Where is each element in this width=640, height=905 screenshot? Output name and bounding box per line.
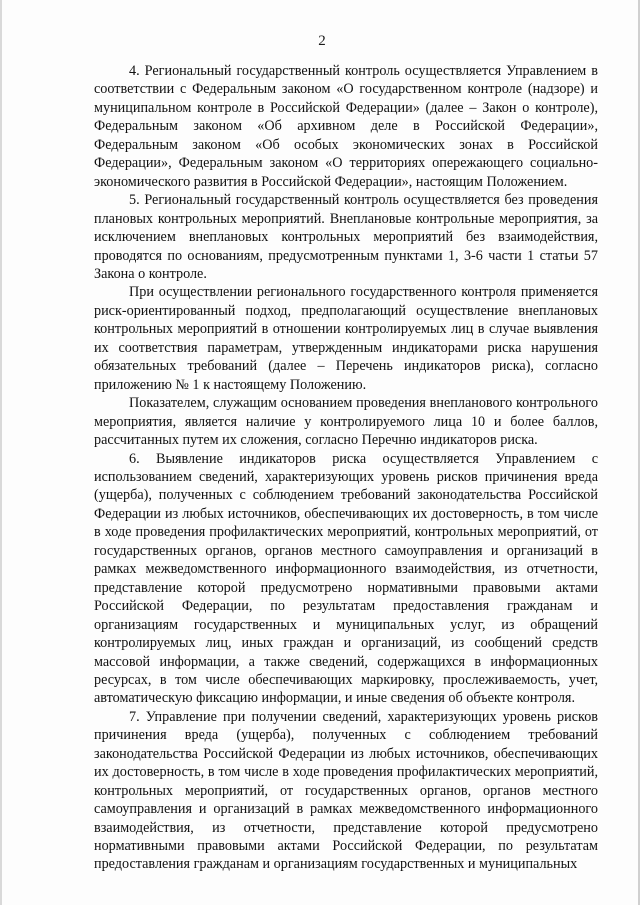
paragraph-4: 4. Региональный государственный контроль осуществляется Управлением в соответствии с Федеральным законом «О государственном контроле (надзоре) и муниципальном контроле в Российской Федерации» (далее – Закон о контроле), Федеральным законом «Об архивном деле в Российской Федерации», Федеральным законом «Об особых экономических зонах в Российской Федерации», Федеральным законом «О территориях опережающего социально-экономического развития в Российской Федерации», настоящим Положением. <box>94 63 598 190</box>
paragraph-6: 6. Выявление индикаторов риска осуществляется Управлением с использованием сведений, характеризующих уровень рисков причинения вреда (ущерба), полученных с соблюдением требований законодательства Российской Федерации из любых источников, обеспечивающих их достоверность, в том числе в ходе проведения профилактических мероприятий, контрольных мероприятий, от государственных органов, органов местного самоуправления и организаций в рамках межведомственного информационного взаимодействия, из отчетности, представление которой предусмотрено нормативными правовыми актами Российской Федерации, по результатам предоставления гражданам и организациям государственных и муниципальных услуг, из обращений контролируемых лиц, иных граждан и организаций, из сообщений средств массовой информации, а также сведений, содержащихся в информационных ресурсах, в том числе обеспечивающих маркировку, прослеживаемость, учет, автоматическую фиксацию информации, и иные сведения об объекте контроля. <box>94 450 598 707</box>
document-body <box>94 62 598 874</box>
paragraph-5: 5. Региональный государственный контроль осуществляется без проведения плановых контрольных мероприятий. Внеплановые контрольные мероприятия, за исключением внеплановых контрольных мероприятий без взаимодействия, проводятся по основаниям, предусмотренным пунктами 1, 3-6 части 1 статьи 57 Закона о контроле. <box>94 192 598 282</box>
paragraph-risk-indicator: Показателем, служащим основанием проведения внепланового контрольного мероприятия, является наличие у контролируемого лица 10 и более баллов, рассчитанных путем их сложения, согласно Перечню индикаторов риска. <box>94 395 598 449</box>
paragraph-risk-approach: При осуществлении регионального государственного контроля применяется риск-ориентированный подход, предполагающий осуществление внеплановых контрольных мероприятий в отношении контролируемых лиц в случае выявления их соответствия параметрам, утвержденным индикаторами риска нарушения обязательных требований (далее – Перечень индикаторов риска), согласно приложению № 1 к настоящему Положению. <box>94 284 598 393</box>
paragraph-7: 7. Управление при получении сведений, характеризующих уровень рисков причинения вреда (ущерба), полученных с соблюдением требований законодательства Российской Федерации из любых источников, обеспечивающих их достоверность, в том числе в ходе проведения профилактических мероприятий, контрольных мероприятий, от государственных органов, органов местного самоуправления и организаций в рамках межведомственного информационного взаимодействия, из отчетности, представление которой предусмотрено нормативными правовыми актами Российской Федерации, по результатам предоставления гражданам и организациям государственных и муниципальных <box>94 708 598 873</box>
page-number: 2 <box>318 33 326 49</box>
